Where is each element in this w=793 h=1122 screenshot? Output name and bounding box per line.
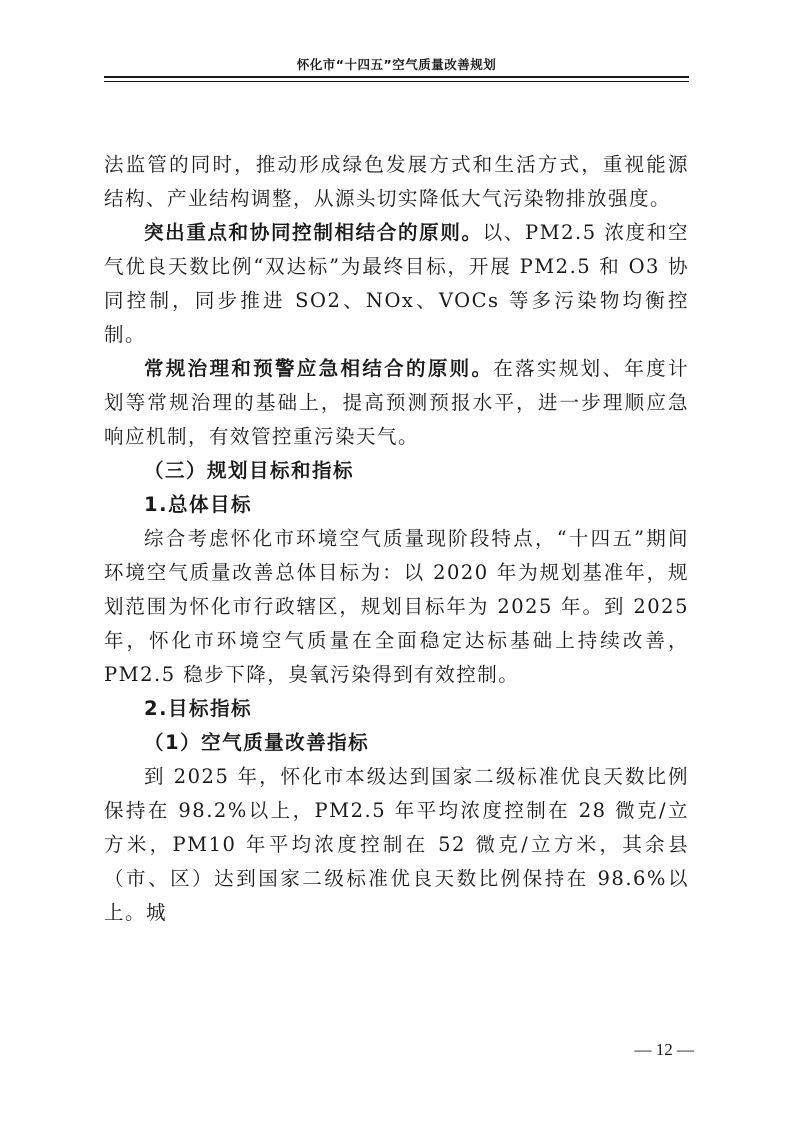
principle-emergency-text: 在落实规划、年度计划等常规治理的基础上，提高预测预报水平，进一步理顺应急响应机制，有效管控重污染天气。 — [104, 357, 689, 448]
principle-coordination-text: 以、PM2.5 浓度和空气优良天数比例“双达标”为最终目标，开展 PM2.5 和 O3 协同控制，同步推进 SO2、NOx、VOCs 等多污染物均衡控制。 — [104, 221, 689, 346]
paragraph-air-quality-targets: 到 2025 年，怀化市本级达到国家二级标准优良天数比例保持在 98.2%以上，PM2.5 年平均浓度控制在 28 微克/立方米，PM10 年平均浓度控制在 52 微克/立方米，其余县（市、区）达到国家二级标准优良天数比例保持在 98.6%以上。城 — [104, 765, 689, 924]
paragraph-principle-coordination — [104, 216, 689, 352]
principle-emergency-title: 常规治理和预警应急相结合的原则。 — [144, 357, 494, 380]
document-body — [104, 148, 689, 930]
section-heading-goals: （三）规划目标和指标 — [144, 459, 355, 482]
page-header-title: 怀化市“十四五”空气质量改善规划 — [296, 57, 497, 72]
subheading-overall-goal: 1.总体目标 — [144, 493, 252, 516]
subheading-air-quality-indicators: （1）空气质量改善指标 — [144, 731, 370, 754]
subheading-target-indicators: 2.目标指标 — [144, 697, 252, 720]
principle-coordination-title: 突出重点和协同控制相结合的原则。 — [144, 221, 483, 244]
page-number: — 12 — — [634, 1040, 694, 1059]
paragraph-principle-emergency — [104, 352, 689, 454]
header-rule-thin — [104, 81, 689, 82]
header-rule-thick — [104, 76, 689, 78]
paragraph-overall-goal: 综合考虑怀化市环境空气质量现阶段特点，“十四五”期间环境空气质量改善总体目标为：以 2020 年为规划基准年，规划范围为怀化市行政辖区，规划目标年为 2025 年。到 2025 年，怀化市环境空气质量在全面稳定达标基础上持续改善，PM2.5 稳步下降，臭氧污染得到有效控制。 — [104, 527, 689, 686]
paragraph-1: 法监管的同时，推动形成绿色发展方式和生活方式，重视能源结构、产业结构调整，从源头切实降低大气污染物排放强度。 — [104, 153, 689, 210]
